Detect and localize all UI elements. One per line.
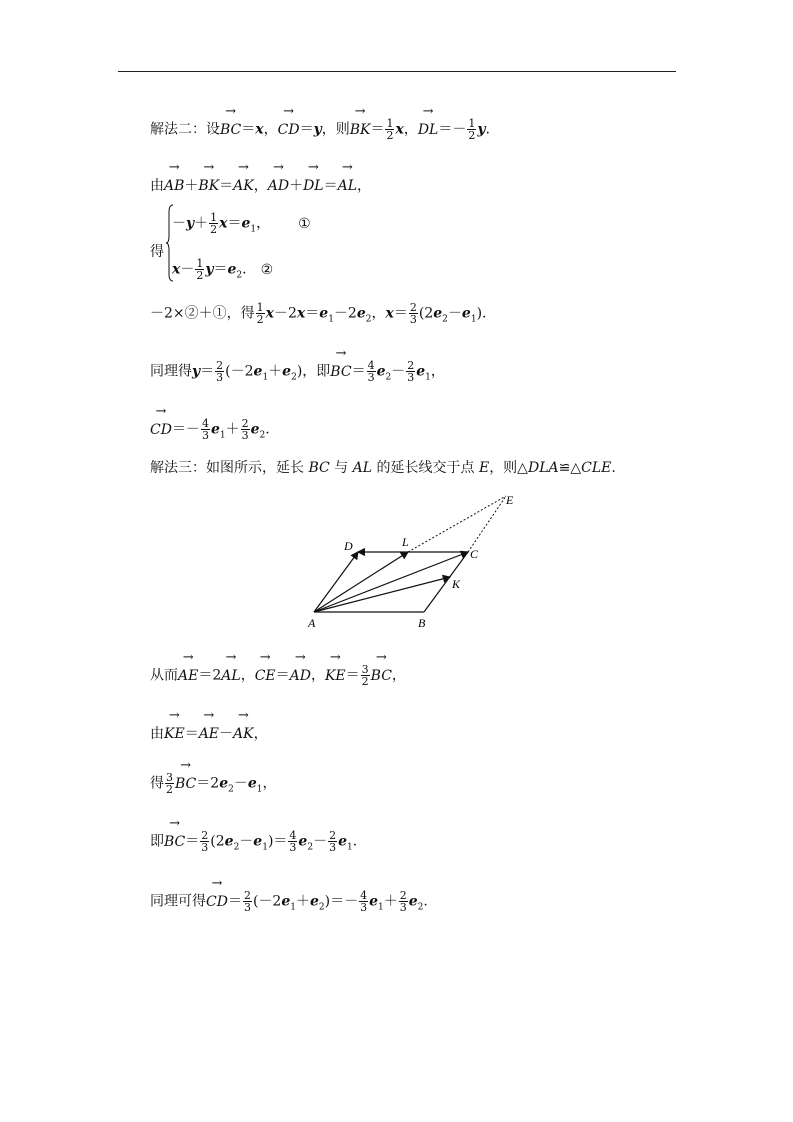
- label-d: D: [344, 539, 353, 553]
- m3-line-4: 得 $\frac{3}{2}$ → $BC=2e_2-e_1$，: [150, 772, 277, 799]
- m3-line-3: 由→ KE＝→ AE－→ AK，: [150, 724, 268, 744]
- label-l: L: [402, 535, 409, 549]
- label-b: B: [418, 616, 426, 630]
- m2-system-eq2: x－ $\frac{1}{2}$ $y=e_2$. ②: [172, 257, 274, 282]
- fraction: $\frac{3}{2}$: [166, 771, 173, 796]
- fraction: $\frac{2}{3}$: [216, 359, 224, 384]
- m2-system-prefix: 得: [150, 244, 164, 260]
- fraction: $\frac{4}{3}$: [289, 829, 297, 854]
- fraction: $\frac{3}{2}$: [361, 663, 369, 688]
- vec-ak: [314, 577, 450, 612]
- fraction: $\frac{4}{3}$: [201, 417, 209, 442]
- m3-line-6: 同理可得→ CD＝ $\frac{2}{3}$ $(-2e_1+e_2)=-$ $\frac{4}{3}$ $e_1+$ $\frac{2}{3}$ $e_2$.: [150, 890, 428, 917]
- fraction: $\frac{1}{2}$: [468, 117, 476, 142]
- fraction: $\frac{1}{2}$: [386, 117, 394, 142]
- fraction: $\frac{2}{3}$: [201, 829, 209, 854]
- fraction: $\frac{2}{3}$: [329, 829, 337, 854]
- fraction: $\frac{4}{3}$: [367, 359, 375, 384]
- fraction: $\frac{2}{3}$: [407, 359, 415, 384]
- fraction: $\frac{2}{3}$: [241, 417, 249, 442]
- m2-system-eq1: －y＋ $\frac{1}{2}$ $x=e_1$， ①: [172, 211, 311, 236]
- fraction: $\frac{1}{2}$: [210, 211, 218, 236]
- label-a: A: [308, 616, 316, 630]
- dotted-le: [408, 496, 506, 552]
- dotted-ce: [468, 496, 506, 552]
- vec-ac: [314, 552, 468, 612]
- vec-al: [314, 552, 408, 612]
- fraction: $\frac{1}{2}$: [196, 257, 204, 282]
- m3-line-5: 即→ BC＝ $\frac{2}{3}$ $(2e_2-e_1)=$ $\frac{4}{3}$ $e_2-$ $\frac{2}{3}$ $e_1$.: [150, 830, 357, 857]
- m3-line-1: 解法三：如图所示，延长 BC 与 AL 的延长线交于点 E，则△DLA≌△CLE.: [150, 460, 616, 476]
- m2-line-6: 同理得y＝ $\frac{2}{3}$ $(-2e_1+e_2)$，即→ BC＝ $\frac{4}{3}$ $e_2-$ $\frac{2}{3}$ $e_1$，: [150, 360, 445, 387]
- header-rule: [118, 71, 676, 72]
- fraction: $\frac{1}{2}$: [256, 301, 264, 326]
- fraction: $\frac{2}{3}$: [399, 889, 407, 914]
- m3-line-2: 从而→ AE＝2→ AL，→ CE＝→ AD，→ KE＝ $\frac{3}{2}$ → BC，: [150, 664, 406, 687]
- label-c: C: [470, 547, 479, 561]
- m2-line-7: → CD＝－ $\frac{4}{3}$ $e_1+$ $\frac{2}{3}$ $e_2$.: [150, 418, 270, 445]
- m2-line-1: 解法二：设→ BC＝x，→ CD＝y，则→ BK＝ $\frac{1}{2}$ x，→ DL＝－ $\frac{1}{2}$ y.: [150, 118, 490, 141]
- label-e: E: [506, 493, 514, 507]
- label-k: K: [452, 577, 461, 591]
- m2-line-5: －2×②＋①，得 $\frac{1}{2}$ $x-2x=e_1-2e_2$，x＝ $\frac{2}{3}$ $(2e_2-e_1)$.: [150, 301, 487, 326]
- parallelogram-figure: [296, 488, 526, 634]
- fraction: $\frac{2}{3}$: [409, 301, 417, 326]
- fraction: $\frac{4}{3}$: [360, 889, 368, 914]
- m2-line-2: 由→ AB＋→ BK＝→ AK，→ AD＋→ DL＝→ AL，: [150, 176, 371, 196]
- fraction: $\frac{2}{3}$: [243, 889, 251, 914]
